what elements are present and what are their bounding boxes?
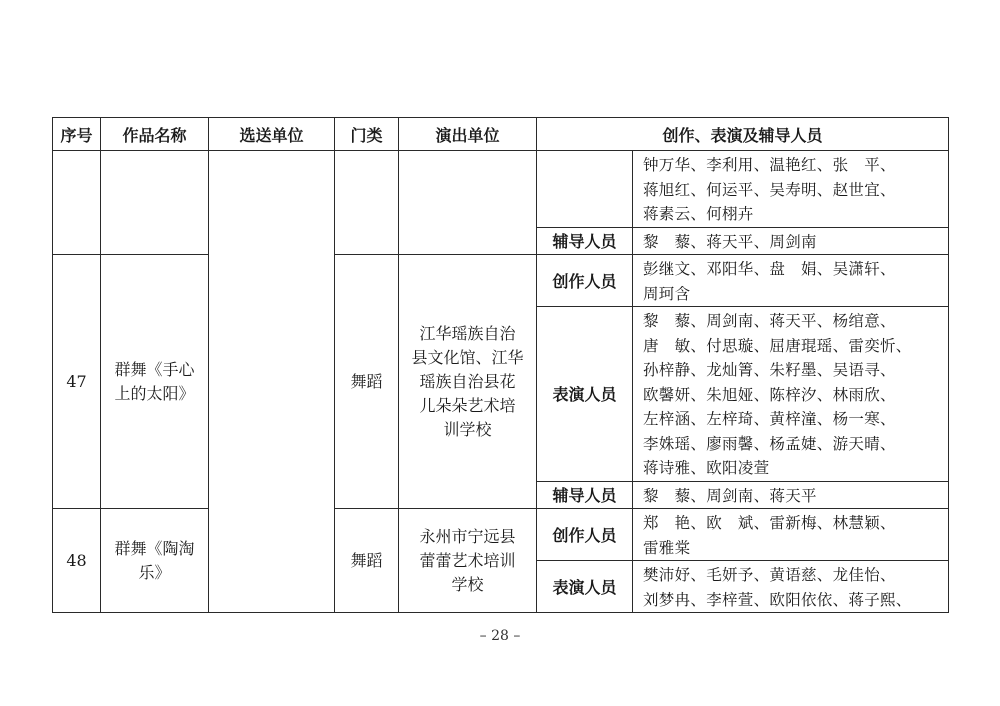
role-label: 辅导人员 xyxy=(537,227,633,255)
header-unit: 演出单位 xyxy=(399,118,537,151)
role-label: 创作人员 xyxy=(537,255,633,307)
cell-names: 黎 藜、蒋天平、周剑南 xyxy=(633,227,949,255)
cell-role-cont xyxy=(537,151,633,228)
cell-names: 郑 艳、欧 斌、雷新梅、林慧颖、 雷雅棠 xyxy=(633,509,949,561)
cell-names: 黎 藜、周剑南、蒋天平、杨绾意、 唐 敏、付思璇、屈唐琨瑶、雷奕忻、 孙梓静、龙灿箐、朱籽墨、吴语寻、 欧馨妍、朱旭娅、陈梓汐、林雨欣、 左梓涵、左梓琦、黄梓潼、杨一寒、 李姝瑶、廖雨馨、杨孟婕、游天晴、 蒋诗雅、欧阳凌萱 xyxy=(633,307,949,482)
table-header-row xyxy=(53,118,949,151)
role-label: 表演人员 xyxy=(537,307,633,482)
award-table-page xyxy=(52,117,948,609)
table-row xyxy=(53,255,949,307)
award-table xyxy=(52,117,949,613)
entry-no: 47 xyxy=(53,255,101,509)
cell-no-cont xyxy=(53,151,101,255)
header-sender: 选送单位 xyxy=(209,118,335,151)
page-number: – 28 – xyxy=(479,628,521,644)
entry-no: 48 xyxy=(53,509,101,613)
table-row xyxy=(53,151,949,228)
header-title: 作品名称 xyxy=(101,118,209,151)
cell-unit-cont xyxy=(399,151,537,255)
header-category: 门类 xyxy=(335,118,399,151)
header-people: 创作、表演及辅导人员 xyxy=(537,118,949,151)
cell-sender-merged xyxy=(209,151,335,613)
cell-names-cont: 钟万华、李利用、温艳红、张 平、 蒋旭红、何运平、吴寿明、赵世宜、 蒋素云、何栩卉 xyxy=(633,151,949,228)
cell-title-cont xyxy=(101,151,209,255)
cell-names: 樊沛妤、毛妍予、黄语慈、龙佳怡、 刘梦冉、李梓萱、欧阳依依、蒋子熙、 xyxy=(633,561,949,613)
cell-names: 黎 藜、周剑南、蒋天平 xyxy=(633,481,949,509)
cell-names: 彭继文、邓阳华、盘 娟、吴潇轩、 周珂含 xyxy=(633,255,949,307)
entry-unit: 江华瑶族自治 县文化馆、江华 瑶族自治县花 儿朵朵艺术培 训学校 xyxy=(399,255,537,509)
entry-title: 群舞《陶淘 乐》 xyxy=(101,509,209,613)
entry-unit: 永州市宁远县 蕾蕾艺术培训 学校 xyxy=(399,509,537,613)
entry-category: 舞蹈 xyxy=(335,255,399,509)
entry-category: 舞蹈 xyxy=(335,509,399,613)
role-label: 表演人员 xyxy=(537,561,633,613)
role-label: 创作人员 xyxy=(537,509,633,561)
header-no: 序号 xyxy=(53,118,101,151)
cell-category-cont xyxy=(335,151,399,255)
table-row xyxy=(53,509,949,561)
role-label: 辅导人员 xyxy=(537,481,633,509)
entry-title: 群舞《手心 上的太阳》 xyxy=(101,255,209,509)
